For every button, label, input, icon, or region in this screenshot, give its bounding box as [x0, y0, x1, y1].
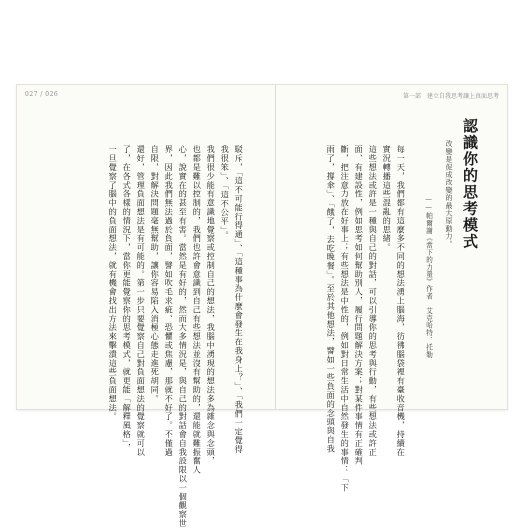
running-head: 第一部 建立自我思考讓上真面思考: [402, 93, 499, 100]
body-column: 實況轉播這些混亂的思緒。: [382, 145, 393, 252]
page-number: 027 / 026: [25, 91, 59, 98]
book-spread: [16, 84, 508, 528]
body-column: 駁斥，「這不可能行得通」、「這種事為什麼會發生在我身上？」、「我們一定覺得: [234, 145, 245, 454]
body-column: 斷，把注意力放在好事上；有些想法是中性的，例如對日常生活中自然發生的事情：「下: [340, 145, 351, 493]
body-column: 自限，對解決問題毫無幫助，讓你容易陷入消極心態走進死胡同。: [150, 145, 161, 404]
body-column: 了，在各式各樣的情況下，當你更能覺察你的思考模式，就更能「解釋風格」，: [122, 145, 133, 453]
body-column: 一旦覺察了腦中的負面想法，就有機會找出方法來擊潰這些負面想法。: [108, 145, 119, 421]
body-column: 每一天，我們都有這麼多不同的想法湧上腦海，彷彿腦袋裡有臺收音機，持續在: [396, 145, 407, 457]
body-column: 雨了，撐傘」、「餓了，去吃晚餐」。至於其他想法，譬如一些負面的念頭與自我: [326, 145, 337, 454]
chapter-subtitle: 改變是促成改變的最大原動力。: [445, 140, 453, 248]
epigraph-author: ——帕爾謝《當下的力量》作者 艾克哈特．托勒: [424, 195, 433, 359]
body-column: 面、有建設性，例如思考如何幫助別人，履行問題解決方案；對某件事情有正確判: [354, 145, 365, 466]
body-column: 也都是難以控制的，我們也許會意識到自己有些想法並沒有幫助的，還能就難振奮人: [192, 145, 203, 475]
body-column: 這些想法或許是一種與自己的對話，可以引導你的思考與行動，有些想法或許正: [368, 145, 379, 457]
body-column: 我們很少能有意識地覺察或控制自己的想法，我腦中湧現的想法多為雜念與念頭，: [206, 145, 217, 466]
body-column: 還好，管理負面想法是有可能的。第一步只要覺察自己對負面想法的覺察就可以: [136, 145, 147, 457]
body-column: 界，因此我們無法過於負面，譬如吹毛求疵、恐懼或焦慮，那就不好了。不僅過: [164, 145, 175, 457]
page-gutter: [275, 85, 276, 409]
body-column: 我很笨」、「這不公平」。: [220, 145, 231, 240]
body-column: 心，說實在的甚至有害。當然是有好的，然而大多情況是，與自己的對話會自我設限以一個觀察世: [178, 145, 189, 528]
chapter-title: 認識你的思考模式: [461, 118, 479, 250]
